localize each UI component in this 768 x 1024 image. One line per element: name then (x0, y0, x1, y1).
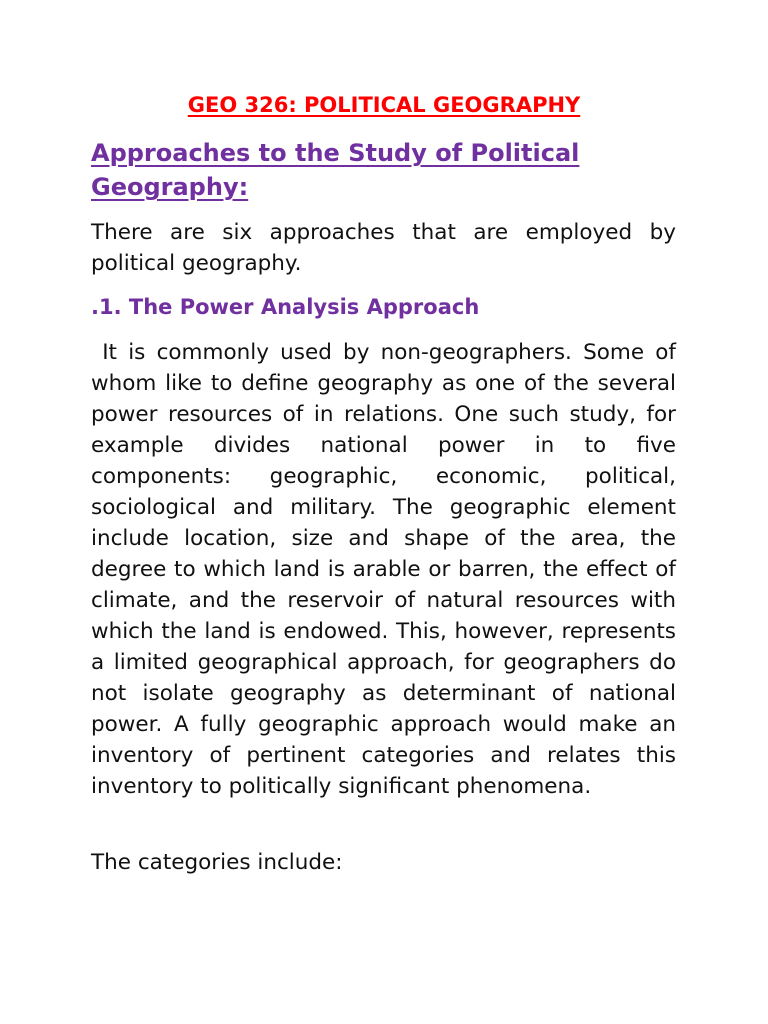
document-title: GEO 326: POLITICAL GEOGRAPHY (187, 93, 581, 117)
categories-line: The categories include: (91, 850, 343, 875)
body-paragraph: It is commonly used by non-geographers. Some of whom like to define geography as one of the several power resources of in relations. One such study, for example divides national power in to five components: geographic, economic, political, sociological and military. The geographic element include location, size and shape of the area, the degree to which land is arable or barren, the effect of climate, and the reservoir of natural resources with which the land is endowed. This, however, represents a limited geographical approach, for geographers do not isolate geography as determinant of national power. A fully geographic approach would make an inventory of pertinent categories and relates this inventory to politically significant phenomena. (91, 340, 676, 799)
intro-paragraph: There are six approaches that are employed by political geography. (91, 220, 676, 276)
section-heading: Approaches to the Study of Political Geography: (91, 139, 580, 201)
power-analysis-subheading: .1. The Power Analysis Approach (91, 295, 480, 319)
